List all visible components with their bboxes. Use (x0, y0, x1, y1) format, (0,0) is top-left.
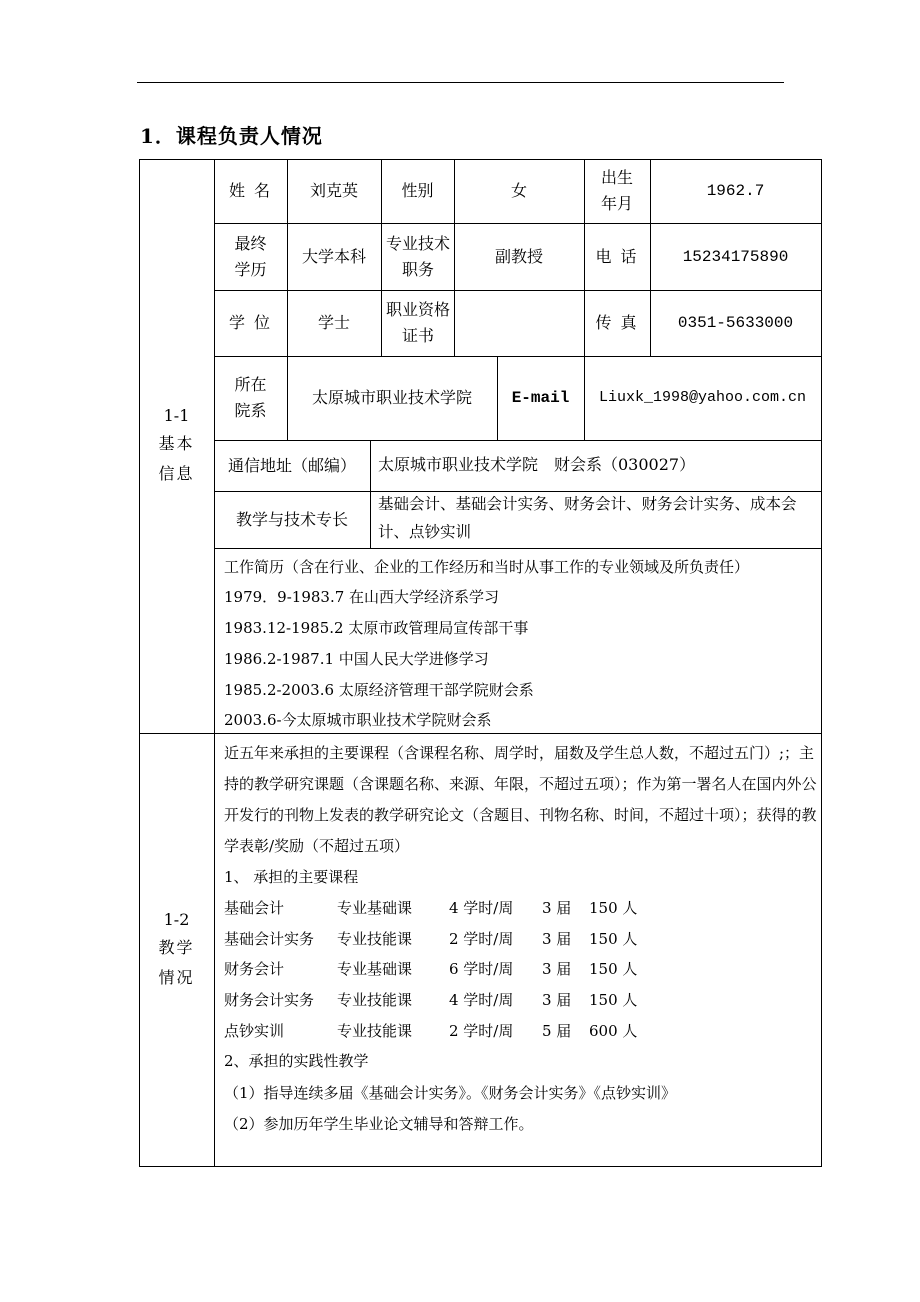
name-value: 刘克英 (309, 181, 358, 200)
birth-value: 1962.7 (706, 182, 765, 200)
teaching-intro: 近五年来承担的主要课程（含课程名称、周学时，届数及学生总人数，不超过五门）;；主持的教学研究课题（含课题名称、来源、年限，不超过五项）；作为第一署名人在国内外公开发行的刊物上发表的教学研究论文（含题目、刊物名称、时间，不超过十项）；获得的教学表彰/奖励（不超过五项） (224, 744, 817, 855)
teaching-section-label (139, 733, 214, 1167)
resume-title: 工作简历（含在行业、企业的工作经历和当时从事工作的专业领域及所负责任） (224, 558, 750, 576)
edu-label: 最终学历 (234, 233, 267, 279)
course-hours: 4 学时/周 (449, 991, 514, 1009)
phone-value: 15234175890 (682, 247, 789, 266)
dept-label: 所在院系 (234, 375, 267, 420)
gender-value: 女 (510, 181, 527, 200)
course-hours: 6 学时/周 (449, 960, 514, 978)
courses-heading: 1、 承担的主要课程 (224, 868, 359, 886)
edu-value: 大学本科 (301, 246, 366, 266)
course-name: 点钞实训 (224, 1022, 285, 1040)
dept-value: 太原城市职业技术学院 (311, 388, 472, 407)
course-students: 600 人 (589, 1022, 638, 1040)
header-rule (137, 82, 784, 83)
course-name: 财务会计实务 (224, 991, 315, 1009)
basic-section-no: 1-1 (163, 406, 190, 425)
course-students: 150 人 (589, 930, 638, 948)
cert-value (454, 290, 584, 356)
addr-label: 通信地址（邮编） (227, 455, 356, 475)
course-name: 基础会计实务 (224, 930, 315, 948)
phone-label: 电 话 (595, 246, 639, 266)
course-type: 专业技能课 (337, 991, 413, 1009)
course-students: 150 人 (589, 960, 638, 978)
spec-label: 教学与技术专长 (235, 509, 348, 529)
teaching-section-text: 教学情况 (158, 938, 195, 987)
cert-label: 职业资格证书 (386, 300, 451, 345)
email-label: E-mail (511, 389, 570, 407)
addr-value: 太原城市职业技术学院 财会系（030027） (378, 455, 696, 474)
title-value: 副教授 (494, 246, 543, 266)
degree-label: 学 位 (228, 313, 273, 332)
course-sessions: 3 届 (542, 899, 572, 917)
resume-item: 1985.2-2003.6 太原经济管理干部学院财会系 (224, 681, 534, 699)
course-students: 150 人 (589, 991, 638, 1009)
course-type: 专业基础课 (337, 960, 413, 978)
practice-item: （1）指导连续多届《基础会计实务》。《财务会计实务》《点钞实训》 (224, 1084, 677, 1102)
resume-item: 1986.2-1987.1 中国人民大学进修学习 (224, 650, 489, 668)
course-sessions: 5 届 (542, 1022, 572, 1040)
teaching-section-no: 1-2 (163, 910, 190, 929)
course-name: 财务会计 (224, 960, 285, 978)
course-type: 专业技能课 (337, 1022, 413, 1040)
course-type: 专业基础课 (337, 899, 413, 917)
course-hours: 2 学时/周 (449, 1022, 514, 1040)
course-sessions: 3 届 (542, 991, 572, 1009)
course-sessions: 3 届 (542, 960, 572, 978)
resume-item: 1979．9-1983.7 在山西大学经济系学习 (224, 588, 500, 606)
degree-value: 学士 (317, 313, 350, 332)
course-students: 150 人 (589, 899, 638, 917)
email-value: Liuxk_1998@yahoo.com.cn (598, 389, 807, 406)
name-label: 姓 名 (228, 181, 273, 200)
section-title: 1．课程负责人情况 (140, 124, 323, 148)
course-sessions: 3 届 (542, 930, 572, 948)
course-name: 基础会计 (224, 899, 285, 917)
title-label: 专业技术职务 (386, 233, 451, 279)
course-hours: 4 学时/周 (449, 899, 514, 917)
gender-label: 性别 (401, 181, 434, 200)
resume-item: 1983.12-1985.2 太原市政管理局宣传部干事 (224, 619, 529, 637)
spec-value: 基础会计、基础会计实务、财务会计、财务会计实务、成本会计、点钞实训 (378, 495, 797, 541)
practice-item: （2）参加历年学生毕业论文辅导和答辩工作。 (224, 1115, 534, 1133)
fax-label: 传 真 (595, 313, 639, 332)
course-hours: 2 学时/周 (449, 930, 514, 948)
practice-heading: 2、承担的实践性教学 (224, 1052, 369, 1070)
resume-item: 2003.6-今太原城市职业技术学院财会系 (224, 711, 492, 729)
course-type: 专业技能课 (337, 930, 413, 948)
basic-section-text: 基本信息 (158, 434, 195, 483)
fax-value: 0351-5633000 (677, 314, 794, 332)
basic-section-label (139, 159, 214, 733)
birth-label: 出生年月 (600, 168, 633, 213)
